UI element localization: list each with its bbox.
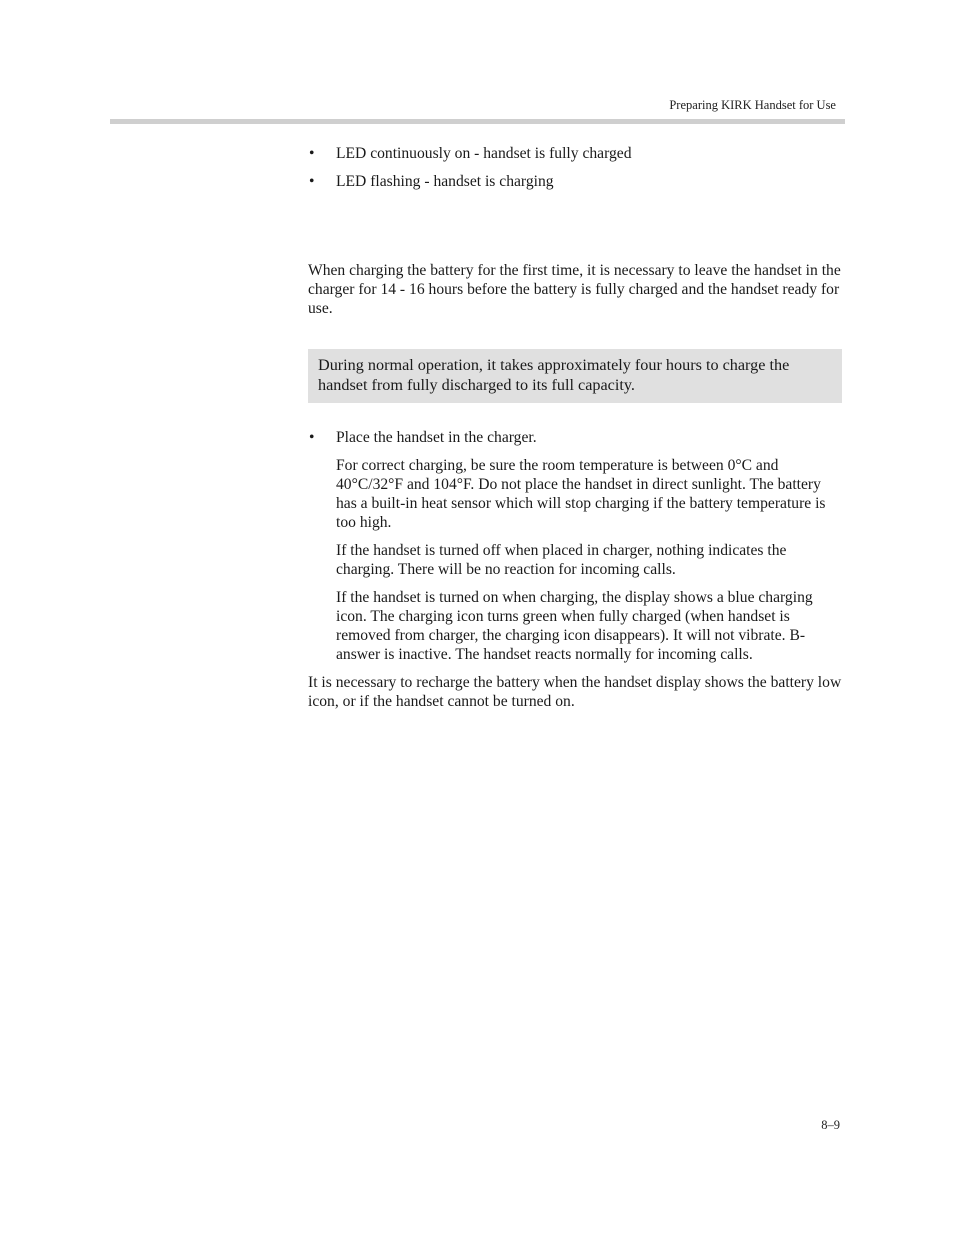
recharge-paragraph: It is necessary to recharge the battery when the handset display shows the battery low icon, or if the handset cannot be turned on. bbox=[308, 674, 842, 710]
detail-paragraph: If the handset is turned off when placed in charger, nothing indicates the charging. There will be no reaction for incoming calls. bbox=[336, 542, 787, 578]
page-number: 8–9 bbox=[821, 1118, 840, 1132]
procedure-list bbox=[308, 428, 842, 447]
detail-paragraph: If the handset is turned on when charging, the display shows a blue charging icon. The charging icon turns green when fully charged (when handset is removed from charger, the charging icon disappears). It will not vibrate. B-answer is inactive. The handset reacts normally for incoming calls. bbox=[336, 589, 813, 663]
running-header: Preparing KIRK Handset for Use bbox=[669, 98, 836, 112]
list-item: • Place the handset in the charger. bbox=[308, 428, 842, 447]
first-charge-paragraph: When charging the battery for the first time, it is necessary to leave the handset in the charger for 14 - 16 hours before the battery is fully charged and the handset ready for use. bbox=[308, 262, 841, 317]
page-content bbox=[308, 144, 842, 711]
list-item: • LED flashing - handset is charging bbox=[308, 172, 842, 191]
led-status-list bbox=[308, 144, 842, 191]
list-item: • LED continuously on - handset is fully charged bbox=[308, 144, 842, 163]
detail-paragraph: For correct charging, be sure the room temperature is between 0°C and 40°C/32°F and 104°F. Do not place the handset in direct sunlight. The battery has a built-in heat sensor which will stop charging if the battery temperature is too high. bbox=[336, 457, 826, 531]
header-rule bbox=[110, 119, 845, 124]
note-box: During normal operation, it takes approximately four hours to charge the handset from fully discharged to its full capacity. bbox=[308, 349, 842, 403]
